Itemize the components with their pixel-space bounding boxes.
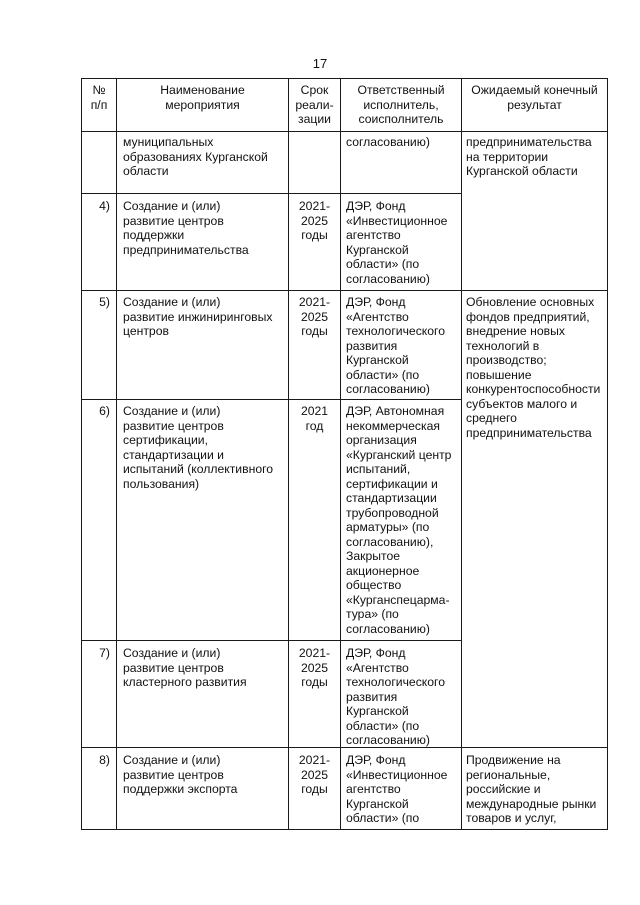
table-border-left (81, 78, 82, 830)
header-number: № п/п (90, 83, 108, 112)
header-responsible: Ответственный исполнитель, соисполнитель (357, 83, 445, 126)
row-7-responsible: ДЭР, Фонд «Агентство технологического развития Курганской области» (по согласованию) (346, 646, 445, 747)
row-5-result: Обновление основных фондов предприятий, внедрение новых технологий в производство; повышение конкурентоспособности субъектов малого и среднего предпринимательства (466, 295, 601, 440)
row-5-responsible: ДЭР, Фонд «Агентство технологического развития Курганской области» (по согласованию) (346, 295, 445, 396)
column-divider (461, 78, 462, 830)
table-border-bottom (81, 829, 608, 830)
row-4-name: Создание и (или) развитие центров поддержки предпринимательства (123, 199, 249, 257)
table-border-right (607, 78, 608, 830)
header-row-divider (81, 131, 608, 132)
row-divider (81, 399, 461, 400)
column-divider (340, 78, 341, 830)
row-8-number: 8) (99, 753, 110, 767)
row-7-name: Создание и (или) развитие центров кластерного развития (123, 646, 247, 689)
row-0-name: муниципальных образованиях Курганской области (123, 135, 268, 178)
row-4-responsible: ДЭР, Фонд «Инвестиционное агентство Курганской области» (по согласованию) (346, 199, 448, 286)
row-7-term: 2021- 2025 годы (298, 646, 331, 689)
row-divider (81, 290, 608, 291)
page-number: 17 (312, 56, 328, 71)
row-divider (81, 640, 461, 641)
row-4-term: 2021- 2025 годы (298, 199, 331, 242)
header-result: Ожидаемый конечный результат (471, 83, 598, 112)
row-6-number: 6) (99, 404, 110, 418)
row-8-result: Продвижение на региональные, российские и международные рынки товаров и услуг, (466, 753, 597, 825)
row-5-name: Создание и (или) развитие инжиниринговых центров (123, 295, 273, 338)
row-5-term: 2021- 2025 годы (298, 295, 331, 338)
header-term: Срок реали- зации (295, 83, 334, 126)
row-5-number: 5) (99, 295, 110, 309)
column-divider (288, 78, 289, 830)
row-6-term: 2021 год (300, 404, 329, 433)
row-8-responsible: ДЭР, Фонд «Инвестиционное агентство Курганской области» (по (346, 753, 448, 825)
table-border-top (81, 78, 608, 79)
row-8-name: Создание и (или) развитие центров поддержки экспорта (123, 753, 238, 796)
row-6-name: Создание и (или) развитие центров сертификации, стандартизации и испытаний (коллективного пользования) (123, 404, 274, 491)
row-7-number: 7) (99, 646, 110, 660)
row-0-responsible: согласованию) (346, 135, 430, 149)
row-4-number: 4) (99, 199, 110, 213)
row-0-result: предпринимательства на территории Курганской области (466, 135, 592, 178)
header-name: Наименование мероприятия (160, 83, 245, 112)
row-divider (81, 747, 608, 748)
row-6-responsible: ДЭР, Автономная некоммерческая организация «Курганский центр испытаний, сертификации и стандартизации трубопроводной арматуры» (по согласованию), Закрытое акционерное общество «Курганспецарма- тура» (по согласованию) (346, 404, 452, 636)
column-divider (116, 78, 117, 830)
row-8-term: 2021- 2025 годы (298, 753, 331, 796)
row-divider (81, 193, 461, 194)
